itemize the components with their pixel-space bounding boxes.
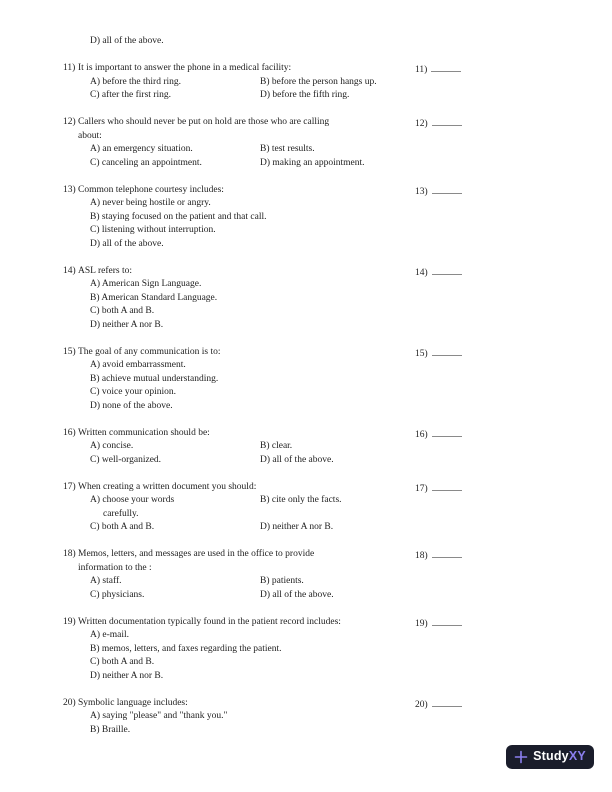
- question-text: Common telephone courtesy includes:: [78, 184, 224, 195]
- question-block: [63, 548, 612, 602]
- option-label: D) all of the above.: [90, 238, 164, 249]
- option-label: D) neither A nor B.: [90, 670, 164, 681]
- option-label: A) an emergency situation.: [90, 144, 193, 154]
- option-label: B) staying focused on the patient and that call.: [90, 211, 267, 222]
- option-row: [90, 656, 612, 670]
- answer-number: 14): [415, 267, 428, 278]
- option-row: [90, 494, 612, 521]
- question-text-continued: about:: [78, 130, 102, 141]
- answer-number: 11): [415, 65, 428, 75]
- question-line: [63, 265, 612, 279]
- option-row: [90, 89, 612, 103]
- question-number: 16): [63, 427, 76, 438]
- question-number: 20): [63, 697, 76, 708]
- question-text-continued: information to the :: [78, 562, 152, 573]
- option-row: [90, 629, 612, 643]
- answer-number: 12): [415, 119, 428, 129]
- answer-field: [415, 116, 462, 132]
- question-number: 12): [63, 117, 76, 127]
- option-row: [90, 224, 612, 238]
- option-label: D) making an appointment.: [260, 157, 365, 168]
- answer-blank: [432, 346, 462, 356]
- question-line: [63, 116, 612, 130]
- question-text: Callers who should never be put on hold are those who are calling: [78, 117, 330, 127]
- answer-number: 13): [415, 186, 428, 197]
- option-label: C) canceling an appointment.: [90, 157, 202, 168]
- question-text: ASL refers to:: [78, 265, 132, 276]
- answer-number: 20): [415, 699, 428, 710]
- option-label: A) saying "please" and "thank you.": [90, 711, 228, 721]
- option-label: B) achieve mutual understanding.: [90, 373, 219, 384]
- answer-number: 19): [415, 618, 428, 629]
- question-text: When creating a written document you should:: [78, 481, 257, 492]
- option-label: A) choose your words: [90, 495, 175, 505]
- question-line: [63, 481, 612, 495]
- answer-blank: [432, 184, 462, 194]
- answer-blank: [432, 427, 462, 437]
- option-label: C) both A and B.: [90, 522, 155, 532]
- option-label: D) none of the above.: [90, 400, 173, 411]
- question-text: The goal of any communication is to:: [78, 346, 221, 357]
- question-number: 15): [63, 346, 76, 357]
- option-row: [90, 373, 612, 387]
- option-row: [90, 386, 612, 400]
- option-row: [90, 589, 612, 603]
- option-label: B) test results.: [260, 144, 315, 154]
- answer-blank: [432, 697, 462, 707]
- option-label: A) before the third ring.: [90, 76, 182, 87]
- option-label: B) memos, letters, and faxes regarding the patient.: [90, 643, 282, 654]
- option-label: B) before the person hangs up.: [260, 76, 377, 87]
- option-label: B) patients.: [260, 576, 304, 586]
- option-row: [90, 400, 612, 414]
- question-block: [63, 265, 612, 333]
- question-number: 17): [63, 481, 76, 492]
- question-block: [63, 697, 612, 738]
- option-row: [90, 670, 612, 684]
- question-text: It is important to answer the phone in a medical facility:: [78, 63, 292, 73]
- answer-blank: [431, 62, 461, 72]
- option-left: [90, 494, 174, 521]
- question-block: [63, 116, 612, 170]
- answer-blank: [432, 265, 462, 275]
- option-row: [90, 575, 612, 589]
- question-line: [63, 616, 612, 630]
- question-text: Symbolic language includes:: [78, 697, 188, 708]
- option-label: D) all of the above.: [260, 454, 334, 465]
- option-label: D) neither A nor B.: [90, 319, 164, 330]
- answer-number: 15): [415, 348, 428, 359]
- studyxy-badge: [506, 745, 594, 769]
- question-line: [63, 62, 612, 76]
- option-label: D) all of the above.: [260, 589, 334, 600]
- option-row: [90, 319, 612, 333]
- option-label: C) both A and B.: [90, 306, 155, 316]
- question-number: 18): [63, 549, 76, 559]
- answer-number: 16): [415, 429, 428, 440]
- option-row: [90, 157, 612, 171]
- option-label: C) voice your opinion.: [90, 387, 177, 397]
- question-line: [63, 548, 612, 562]
- option-label: C) both A and B.: [90, 657, 155, 667]
- brand-xy: XY: [568, 748, 586, 763]
- question-line: [63, 346, 612, 360]
- question-block: [63, 481, 612, 535]
- answer-blank: [432, 548, 462, 558]
- option-label: A) never being hostile or angry.: [90, 198, 211, 208]
- option-row: [90, 238, 612, 252]
- option-row: [90, 521, 612, 535]
- option-label: A) avoid embarrassment.: [90, 360, 186, 370]
- question-text: Written communication should be:: [78, 427, 210, 438]
- question-number: 13): [63, 184, 76, 195]
- option-row: [90, 440, 612, 454]
- question-block: [63, 427, 612, 468]
- option-row: [90, 278, 612, 292]
- option-label: B) American Standard Language.: [90, 292, 218, 303]
- question-line: [63, 697, 612, 711]
- question-block: [63, 184, 612, 252]
- question-block: [63, 62, 612, 103]
- option-label: D) neither A nor B.: [260, 522, 334, 532]
- question-block: [63, 616, 612, 684]
- plus-icon: [514, 750, 528, 764]
- question-line: [63, 184, 612, 198]
- answer-blank: [432, 116, 462, 126]
- carryover-option: D) all of the above.: [90, 36, 164, 46]
- option-row: [90, 211, 612, 225]
- answer-field: [415, 548, 462, 564]
- option-label: C) listening without interruption.: [90, 225, 216, 235]
- option-label: B) Braille.: [90, 724, 131, 735]
- option-label: D) before the fifth ring.: [260, 90, 350, 100]
- answer-number: 18): [415, 551, 428, 561]
- question-block: [63, 346, 612, 414]
- question-number: 11): [63, 63, 76, 73]
- question-number: 19): [63, 616, 76, 627]
- question-text: Memos, letters, and messages are used in the office to provide: [78, 549, 315, 559]
- option-row: [90, 305, 612, 319]
- option-row: [90, 143, 612, 157]
- option-label: B) cite only the facts.: [260, 495, 342, 505]
- option-row: [90, 197, 612, 211]
- option-label: C) well-organized.: [90, 454, 162, 465]
- option-row: [90, 454, 612, 468]
- answer-number: 17): [415, 483, 428, 494]
- question-number: 14): [63, 265, 76, 276]
- option-row: [90, 292, 612, 306]
- answer-blank: [432, 616, 462, 626]
- question-text: Written documentation typically found in the patient record includes:: [78, 616, 341, 627]
- option-label: A) American Sign Language.: [90, 279, 202, 289]
- option-label: C) physicians.: [90, 589, 145, 600]
- option-label: A) concise.: [90, 441, 134, 451]
- brand-study: Study: [533, 748, 569, 763]
- answer-blank: [432, 481, 462, 491]
- option-label: B) clear.: [260, 441, 293, 451]
- option-label: A) e-mail.: [90, 630, 130, 640]
- questions: [63, 62, 612, 737]
- option-row: [90, 643, 612, 657]
- option-row: [90, 76, 612, 90]
- question-line: [63, 427, 612, 441]
- option-label-continued: carefully.: [103, 508, 139, 519]
- option-label: C) after the first ring.: [90, 90, 171, 100]
- option-row: [90, 724, 612, 738]
- option-row: [90, 710, 612, 724]
- option-row: [90, 359, 612, 373]
- option-label: A) staff.: [90, 576, 122, 586]
